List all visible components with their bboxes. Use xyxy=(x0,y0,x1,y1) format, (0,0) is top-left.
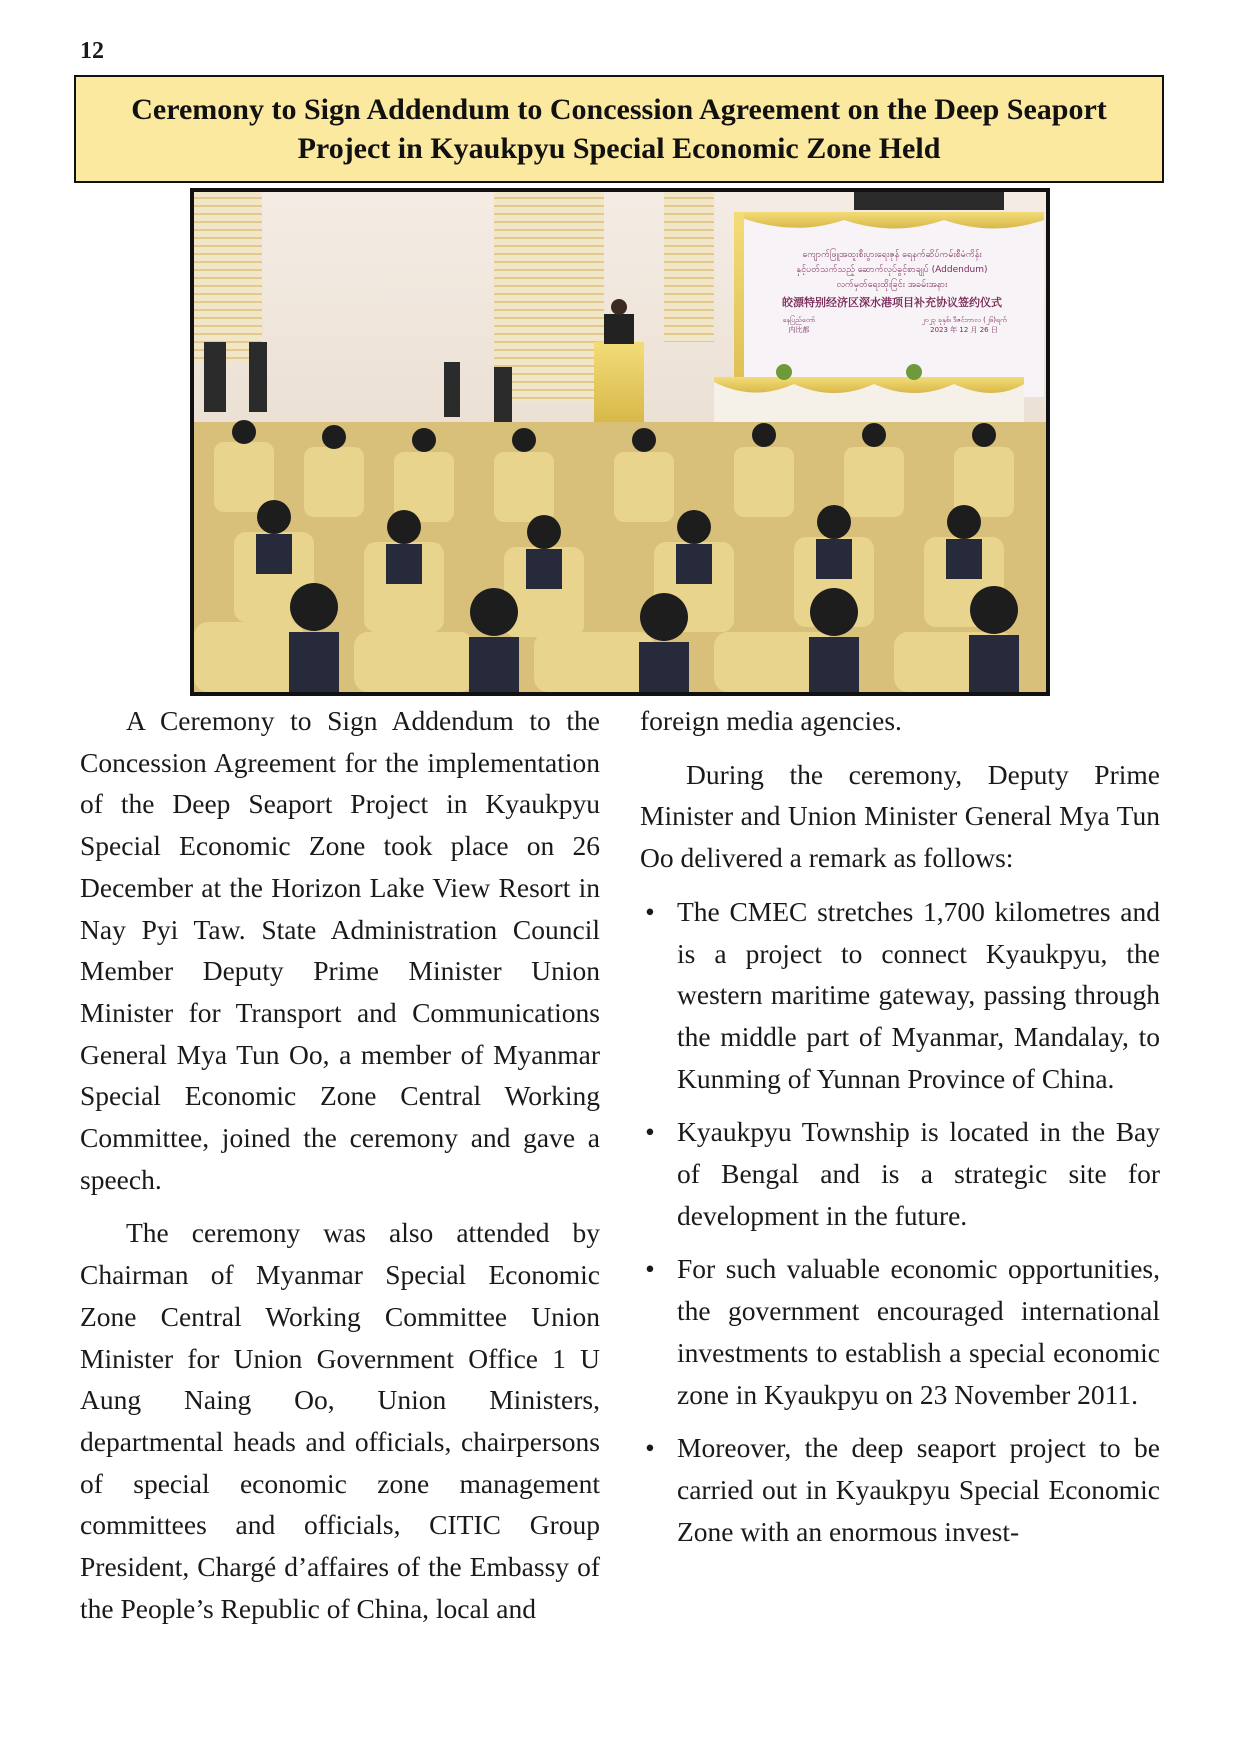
bullet-icon: • xyxy=(645,1253,655,1285)
page-number: 12 xyxy=(80,38,104,64)
list-item-text: Kyaukpyu Township is located in the Bay of Bengal and is a strategic site for development in the future. xyxy=(677,1116,1160,1231)
headline-box xyxy=(74,75,1164,183)
article-paragraph-3: foreign media agencies. xyxy=(640,705,902,736)
remarks-list xyxy=(640,891,1160,1553)
article-paragraph-2: The ceremony was also attended by Chairman of Myanmar Special Economic Zone Central Working Committee Union Minister for Union Government Office 1 U Aung Naing Oo, Union Ministers, departmental heads and officials, chairpersons of special economic zone management committees and officials, CITIC Group President, Chargé d’affaires of the Embassy of the People’s Republic of China, local and xyxy=(80,1217,600,1624)
ceremony-photo xyxy=(190,188,1050,696)
banner-place: နေပြည်တော် xyxy=(782,316,816,324)
list-item-text: The CMEC stretches 1,700 kilometres and is a project to connect Kyaukpyu, the western maritime gateway, passing through the middle part of Myanmar, Mandalay, to Kunming of Yunnan Province of China. xyxy=(677,895,1160,1094)
banner-text-3: လက်မှတ်ရေးထိုးခြင်း အခမ်းအနား xyxy=(836,280,948,290)
list-item xyxy=(640,891,1160,1100)
banner-date-cn: 2023 年 12 月 26 日 xyxy=(930,326,998,334)
ceremony-photo-illustration xyxy=(194,192,1046,692)
bullet-icon: • xyxy=(645,895,655,927)
left-column xyxy=(80,700,600,1641)
banner-text-2: နှင့်ပတ်သက်သည့် ဆောက်လုပ်ခွင့်စာချုပ် (Addendum) xyxy=(796,265,988,275)
list-item xyxy=(640,1111,1160,1236)
list-item xyxy=(640,1248,1160,1415)
right-column xyxy=(640,700,1160,1564)
bullet-icon: • xyxy=(645,1116,655,1148)
bullet-icon: • xyxy=(645,1432,655,1464)
list-item-text: For such valuable economic opportunities, the government encouraged international investments to establish a special economic zone in Kyaukpyu on 23 November 2011. xyxy=(677,1253,1160,1410)
article-paragraph-1: A Ceremony to Sign Addendum to the Concession Agreement for the implementation of the Deep Seaport Project in Kyaukpyu Special Economic Zone took place on 26 December at the Horizon Lake View Resort in Nay Pyi Taw. State Administration Council Member Deputy Prime Minister Union Minister for Transport and Communications General Mya Tun Oo, a member of Myanmar Special Economic Zone Central Working Committee, joined the ceremony and gave a speech. xyxy=(80,705,600,1195)
list-item xyxy=(640,1427,1160,1552)
article-headline: Ceremony to Sign Addendum to Concession Agreement on the Deep Seaport Project in Kyaukpyu Special Economic Zone Held xyxy=(131,93,1107,165)
banner-text-1: ကျောက်ဖြူအထူးစီးပွားရေးဇုန် ရေနက်ဆိပ်ကမ်းစီမံကိန်း xyxy=(802,250,982,260)
banner-place-cn: 内比都 xyxy=(788,326,810,334)
banner-text-4: 皎漂特别经济区深水港项目补充协议签约仪式 xyxy=(782,296,1002,309)
article-paragraph-4: During the ceremony, Deputy Prime Minister and Union Minister General Mya Tun Oo delivered a remark as follows: xyxy=(640,758,1160,874)
banner-date: ၂၀၂၃ ခုနှစ်၊ ဒီဇင်ဘာလ (၂၆)ရက် xyxy=(921,316,1007,324)
list-item-text: Moreover, the deep seaport project to be carried out in Kyaukpyu Special Economic Zone with an enormous invest- xyxy=(677,1432,1160,1547)
